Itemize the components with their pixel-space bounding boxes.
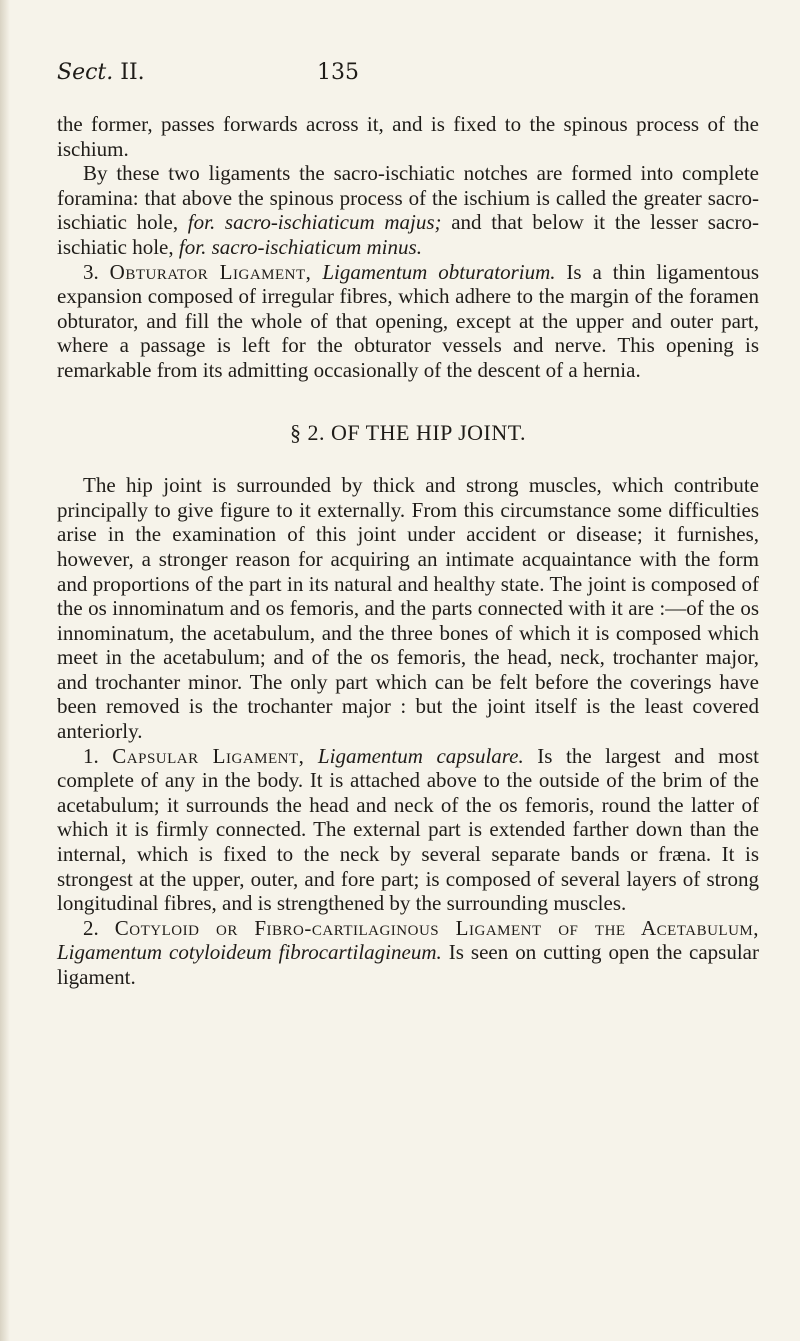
capsular-number: 1.	[83, 743, 113, 768]
sect-number: II.	[120, 60, 145, 85]
capsular-heading: Capsular Ligament,	[112, 743, 305, 768]
body-text	[57, 112, 759, 990]
obturator-latin: Ligamentum obturatorium.	[311, 259, 556, 284]
cotyloid-latin: Ligamentum cotyloideum fibrocartilagineum.	[57, 940, 442, 965]
binding-shadow	[0, 0, 10, 1341]
foramina-latin-minus: for. sacro-ischiaticum minus.	[178, 234, 422, 259]
obturator-body: Is a thin ligamentous expansion composed of irregular fibres, which adhere to the margin of the foramen obturator, and fill the whole of that opening, except at the upper and outer part, where a passage is left for the obturator vessels and nerve. This opening is remarkable from its admitting occasionally of the descent of a hernia.	[57, 259, 760, 382]
section-label	[57, 60, 145, 85]
cotyloid-heading: Cotyloid or Fibro-cartilaginous Ligament of the Acetabulum,	[114, 915, 759, 940]
paragraph-obturator	[57, 260, 759, 383]
obturator-heading: Obturator Ligament,	[109, 259, 312, 284]
page-number: 135	[317, 60, 359, 85]
sect-word: Sect.	[57, 60, 114, 85]
capsular-body: Is the largest and most complete of any in the body. It is attached above to the outside of the brim of the acetabulum; it surrounds the head and neck of the os femoris, round the latter of which it is firmly connected. The external part is extended farther down than the internal, which is fixed to the neck by several separate bands or fræna. It is strongest at the upper, outer, and fore part; is composed of several layers of strong longitudinal fibres, and is strengthened by the surrounding muscles.	[57, 743, 759, 916]
running-header	[57, 60, 757, 90]
paragraph-continuation: the former, passes forwards across it, and is fixed to the spinous process of the ischium.	[57, 112, 759, 161]
paragraph-foramina	[57, 161, 759, 259]
foramina-text: By these two ligaments the sacro-ischiatic notches are formed into complete foramina: that above the spinous process of the ischium is called the greater sacro-ischiatic hole,	[57, 161, 759, 235]
paragraph-capsular	[57, 744, 759, 916]
obturator-number: 3.	[83, 259, 110, 284]
section-heading: § 2. OF THE HIP JOINT.	[289, 419, 527, 445]
foramina-text-2: and that below it the lesser sacro-ischiatic hole,	[57, 210, 759, 259]
cotyloid-number: 2.	[83, 915, 115, 940]
foramina-latin-majus: for. sacro-ischiaticum majus;	[187, 210, 442, 235]
paragraph-hip-joint: The hip joint is surrounded by thick and strong muscles, which contribute principally to give figure to it externally. From this circumstance some difficulties arise in the examination of this joint under accident or disease; it furnishes, however, a stronger reason for acquiring an intimate acquaintance with the form and proportions of the part in its natural and healthy state. The joint is composed of the os innominatum and os femoris, and the parts connected with it are :—of the os innominatum, the acetabulum, and the three bones of which it is composed which meet in the acetabulum; and of the os femoris, the head, neck, trochanter major, and trochanter minor. The only part which can be felt before the coverings have been removed is the trochanter major : but the joint itself is the least covered anteriorly.	[57, 473, 759, 744]
capsular-latin: Ligamentum capsulare.	[304, 743, 524, 768]
cotyloid-body: Is seen on cutting open the capsular ligament.	[57, 940, 759, 989]
paragraph-cotyloid	[57, 916, 759, 990]
